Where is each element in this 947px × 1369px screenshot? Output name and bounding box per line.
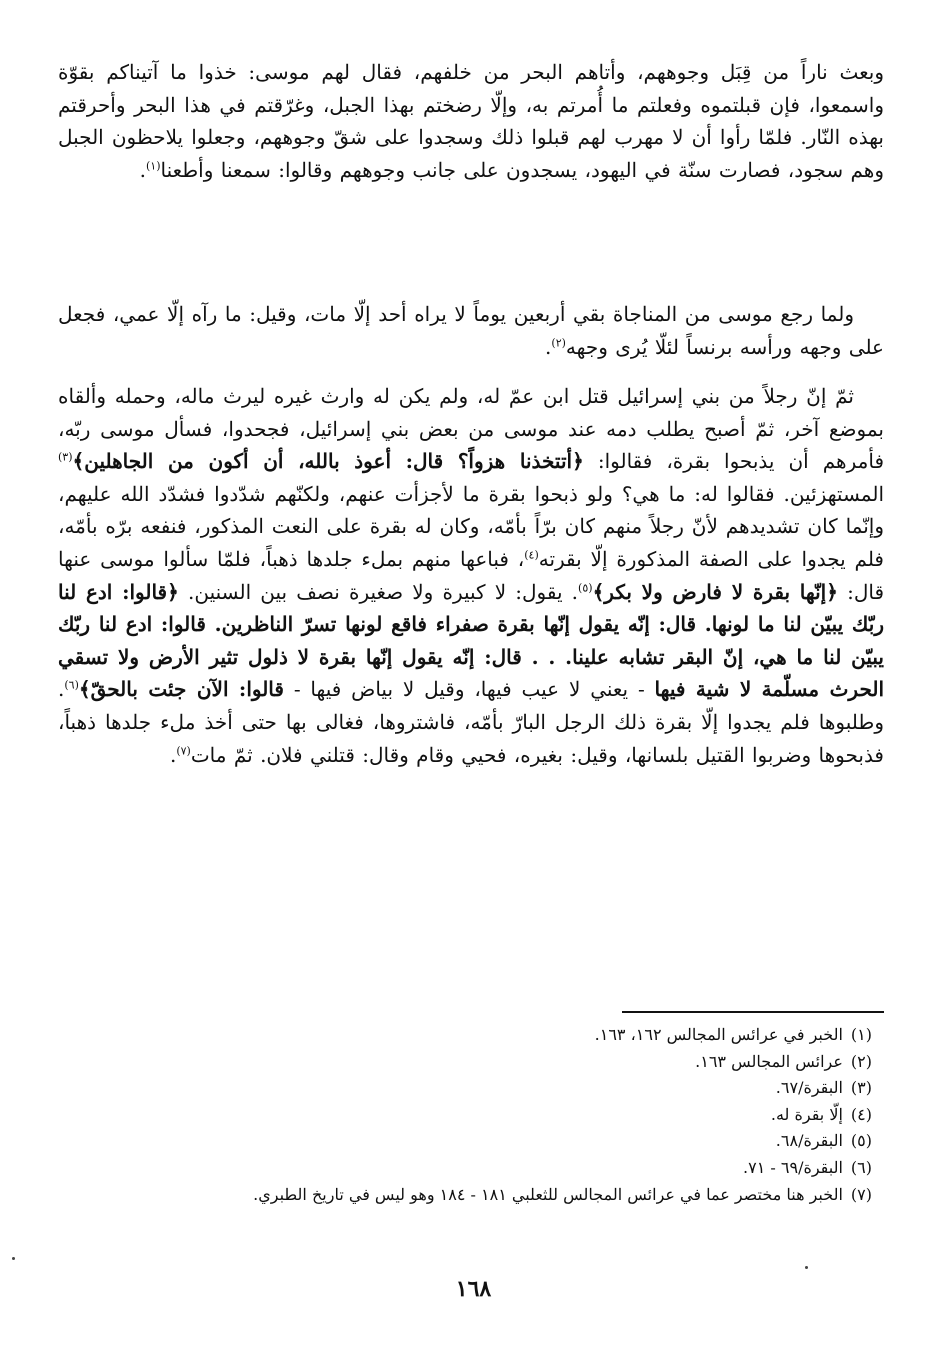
paragraph-3-text-6: . وطلبوها فلم يجدوا إلّا بقرة ذلك الرجل البارّ بأمّه، فاشتروها، فغالى بها حتى أخذ ملء جلدها ذهباً، فذبحوها وضربوا القتيل بلسانها، وقيل: بغيره، فحيي وقام وقال: قتلني فلان. ثمّ مات	[58, 677, 884, 767]
footnote-ref-5: (٥)	[578, 580, 593, 594]
footnote-item	[172, 1128, 872, 1155]
footnote-number: (٦)	[850, 1157, 872, 1177]
paragraph-2-text: ولما رجع موسى من المناجاة بقي أربعين يوماً لا يراه أحد إلّا مات، وقيل: ما رآه إلّا عمي، فجعل على وجهه ورأسه برنساً لئلّا يُرى وجهه	[58, 302, 884, 359]
footnote-ref-7: (٧)	[176, 743, 191, 757]
footnote-text: البقرة/٦٧.	[775, 1078, 843, 1098]
footnote-text: الخبر هنا مختصر عما في عرائس المجالس للثعلبي ١٨١ - ١٨٤ وهو ليس في تاريخ الطبري.	[253, 1184, 843, 1204]
footnote-ref-1: (١)	[145, 159, 161, 173]
page-number: ١٦٨	[455, 1276, 492, 1302]
footnote-text: البقرة/٦٩ - ٧١.	[743, 1157, 843, 1177]
footnote-item	[172, 1102, 872, 1129]
footnote-ref-3: (٣)	[58, 450, 73, 464]
footnote-item	[172, 1075, 872, 1102]
paragraph-3-end: .	[169, 742, 177, 767]
footnote-divider	[622, 1011, 884, 1013]
paragraph-3-text-2: المستهزئين. فقالوا له: ما هي؟ ولو ذبحوا بقرة ما لأجزأت عنهم، ولكنّهم شدّدوا فشدّد الله عليهم، وإنّما كان تشديدهم لأنّ رجلاً منهم كان برّاً بأمّه، وكان له بقرة على النعت المذكور، فنفعه برّه بأمّه، فلم يجدوا على الصفة المذكورة إلّا بقرته	[58, 481, 884, 571]
paragraph-3-text-4: . يقول: لا كبيرة ولا صغيرة نصف بين السنين.	[187, 579, 579, 604]
paragraph-1-text: وبعث ناراً من قِبَل وجوههم، وأتاهم البحر من خلفهم، فقال لهم موسى: خذوا ما آتيناكم بقوّة واسمعوا، فإن قبلتموه وفعلتم ما أُمرتم به، وإلّا رضختم بهذا الجبل، وغرّقتم في هذا البحر وأحرقتم بهذه النّار. فلمّا رأوا أن لا مهرب لهم قبلوا ذلك وسجدوا على شقّ وجوههم، وجعلوا يلاحظون الجبل وهم سجود، فصارت سنّة في اليهود، يسجدون على جانب وجوههم وقالوا: سمعنا وأطعنا	[58, 60, 884, 182]
footnote-text: الخبر في عرائس المجالس ١٦٢، ١٦٣.	[594, 1025, 843, 1044]
footnote-text: عرائس المجالس ١٦٣.	[695, 1051, 843, 1071]
footnote-item	[172, 1049, 872, 1076]
paragraph-3-text-3: ، فباعها منهم بملء جلدها ذهباً، فلمّا سألوا موسى عنها قال:	[58, 546, 884, 604]
paragraph-1	[58, 56, 884, 288]
paragraph-1-end: .	[139, 157, 146, 182]
footnote-ref-2: (٢)	[551, 335, 566, 349]
footnote-number: (١)	[850, 1025, 872, 1044]
footnote-item	[172, 1022, 872, 1049]
quran-verse-2: ﴿إنّها بقرة لا فارض ولا بكر﴾	[592, 579, 838, 604]
footnote-text: إلّا بقرة له.	[770, 1104, 843, 1124]
footnote-ref-6: (٦)	[64, 678, 79, 692]
page-body	[58, 56, 884, 920]
quran-verse-1: ﴿أتتخذنا هزواً؟ قال: أعوذ بالله، أن أكون من الجاهلين﴾	[72, 449, 584, 474]
paragraph-2-end: .	[545, 334, 552, 359]
footnote-number: (٣)	[850, 1078, 872, 1098]
quran-verse-4: قالوا: الآن جئت بالحقّ﴾	[78, 677, 284, 702]
footnote-number: (٧)	[850, 1184, 872, 1204]
paragraph-2	[58, 298, 884, 370]
quran-verse-3: ﴿قالوا: ادع لنا ربّك يبيّن لنا ما لونها. قال: إنّه يقول إنّها بقرة صفراء فاقع لونها تسرّ الناظرين. قالوا: ادع لنا ربّك يبيّن لنا ما هي، إنّ البقر تشابه علينا. . . قال: إنّه يقول إنّها بقرة لا ذلول تثير الأرض ولا تسقي الحرث مسلّمة لا شية فيها	[58, 579, 884, 702]
paragraph-3	[58, 380, 884, 910]
footnote-text: البقرة/٦٨.	[775, 1131, 843, 1151]
footnote-number: (٤)	[850, 1104, 872, 1124]
footnote-number: (٥)	[850, 1131, 872, 1151]
paragraph-3-text-5: - يعني لا عيب فيها، وقيل لا بياض فيها -	[293, 677, 645, 702]
footnotes-list	[172, 1022, 872, 1208]
footnote-item	[172, 1155, 872, 1182]
footnote-item	[172, 1182, 872, 1209]
scan-speck	[805, 1266, 808, 1269]
paragraph-3-text-1: ثمّ إنّ رجلاً من بني إسرائيل قتل ابن عمّ له، ولم يكن له وارث غيره ليرث ماله، وحمله وألقاه بموضع آخر، ثمّ أصبح يطلب دمه عند موسى من بعض بني إسرائيل، فجحدوا، فسأل موسى ربّه، فأمرهم أن يذبحوا بقرة، فقالوا:	[58, 384, 884, 474]
scan-speck	[12, 1257, 15, 1260]
footnote-number: (٢)	[850, 1051, 872, 1071]
footnote-ref-4: (٤)	[524, 548, 539, 562]
